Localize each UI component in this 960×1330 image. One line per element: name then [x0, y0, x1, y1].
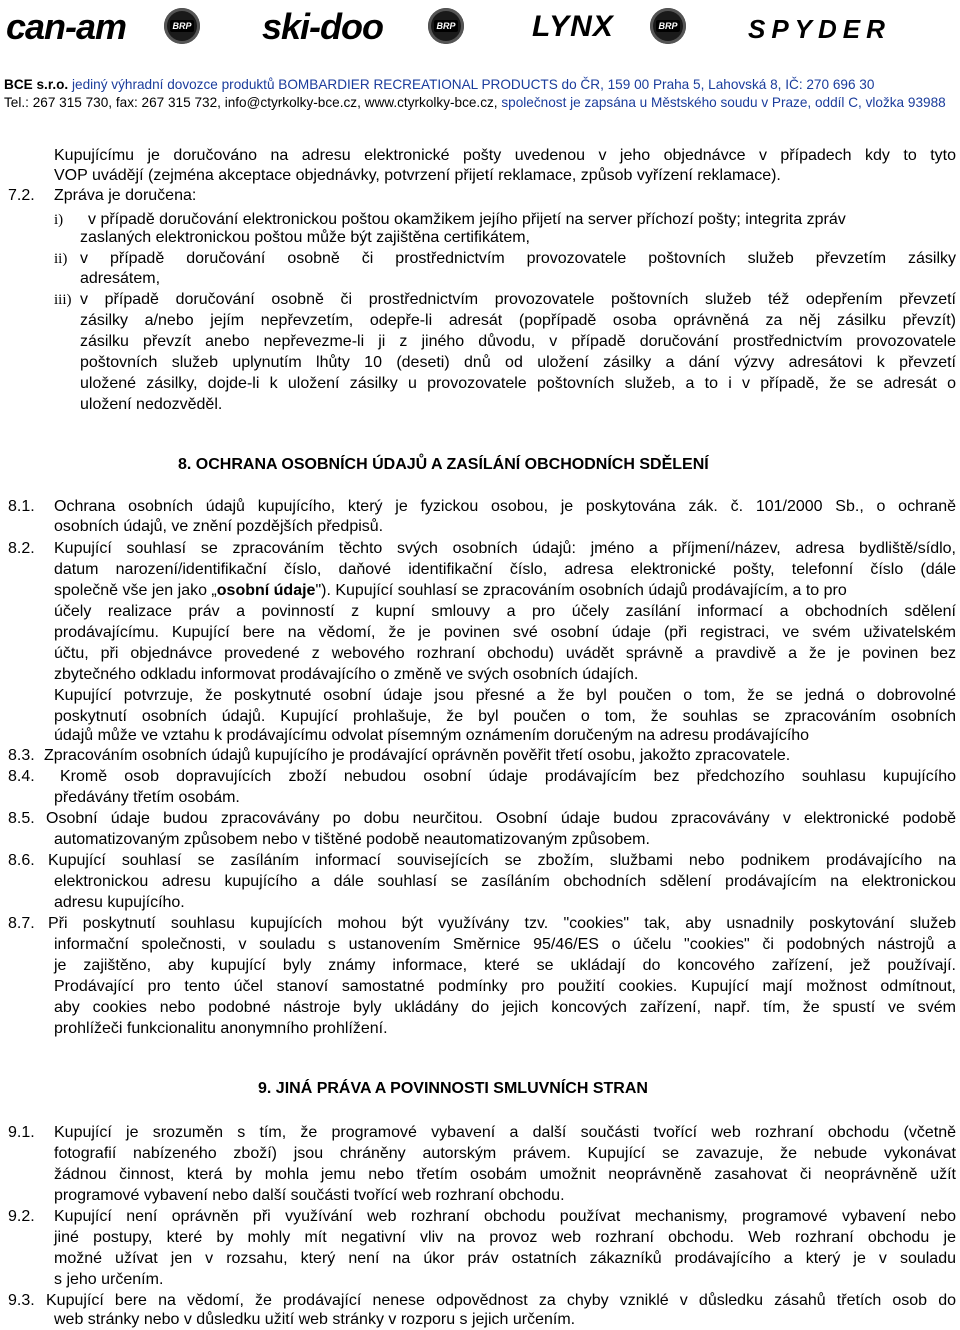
- paragraph-text: je zajištěno, aby kupující byly známy informace, které se ukládají do koncového zařízení, jež používají.: [54, 957, 956, 974]
- paragraph-text: osobních údajů, ve znění pozdějších předpisů.: [54, 518, 384, 535]
- paragraph-text: Kupující souhlasí se zpracováním těchto svých osobních údajů: jméno a příjmení/název, adresa bydliště/sídlo,: [54, 540, 956, 557]
- paragraph-text: účtu, při objednávce provedené z webového rozhraní obchodu) uvádět správně a pravdivě a že je povinen bez: [54, 645, 956, 662]
- section-number: 8.2.: [8, 540, 35, 557]
- paragraph-text: údajů může ve vztahu k prodávajícímu odvolat písemným oznámením doručeným na adresu prodávajícího: [54, 727, 810, 744]
- section-heading: 9. JINÁ PRÁVA A POVINNOSTI SMLUVNÍCH STRAN: [258, 1080, 648, 1097]
- company-description: jediný výhradní dovozce produktů BOMBARDIER RECREATIONAL PRODUCTS do ČR, 159 00 Praha 5, Lahovská 8, IČ: 270 696 30: [72, 77, 875, 92]
- list-item-text: zásilky a/nebo jejím nepřevzetím, odepře-li adresát (popřípadě osoba oprávněná za něj zásilku převzít): [80, 312, 956, 329]
- emphasis-text: osobní údaje: [216, 582, 316, 599]
- paragraph-text: Prodávající pro tento účel stanoví samostatné podmínky pro použití cookies. Kupující mají možnost odmítnout,: [54, 978, 956, 995]
- brp-badge-3: BRP: [650, 8, 686, 44]
- paragraph-text: Kupující potvrzuje, že poskytnuté osobní údaje jsou přesné a že byl poučen o tom, že se jedná o dobrovolné: [54, 687, 956, 704]
- paragraph-text: Kupující je srozuměn s tím, že programové vybavení a další součásti tvořící web rozhraní obchodu (včetně: [54, 1124, 956, 1141]
- paragraph-text: Kupující bere na vědomí, že prodávající nenese odpovědnost za chyby vzniklé v důsledku zásahů třetích osob do: [46, 1292, 956, 1309]
- paragraph-text: žádnou činnost, která by mohla jemu nebo třetím osobám umožnit neoprávněně zasahovat či neoprávněně užít: [54, 1166, 956, 1183]
- paragraph-text: Ochrana osobních údajů kupujícího, který je fyzickou osobou, je poskytována zák. č. 101/2000 Sb., o ochraně: [54, 498, 956, 515]
- list-marker: ii): [54, 251, 68, 267]
- registration-info: společnost je zapsána u Městského soudu v Praze, oddíl C, vložka 93988: [497, 95, 946, 110]
- paragraph-text: předávány třetím osobám.: [54, 789, 240, 806]
- section-number: 9.1.: [8, 1124, 35, 1141]
- section-number: 8.5.: [8, 810, 35, 827]
- paragraph-text: informační společnosti, v souladu s ustanovením Směrnice 95/46/ES o účelu "cookies" či podobných nástrojů a: [54, 936, 956, 953]
- paragraph-text: účely realizace práv a povinností z kupní smlouvy a pro účely zasílání informací a obchodních sdělení: [54, 603, 956, 620]
- paragraph-text: datum narození/identifikační číslo, daňové identifikační číslo, adresa elektronické pošty, telefonní číslo (dále: [54, 561, 956, 578]
- paragraph-text: adresu kupujícího.: [54, 894, 185, 911]
- brp-badge-2: BRP: [428, 8, 464, 44]
- paragraph-text: zbytečného odkladu informovat prodávajícího o změně ve svých osobních údajích.: [54, 666, 639, 683]
- brand-logo-bar: [0, 0, 960, 62]
- list-item-text: zaslaných elektronickou poštou může být zajištěna certifikátem,: [80, 229, 530, 246]
- list-item-text: v případě doručování elektronickou poštou okamžikem jejího přijetí na server příchozí pošty; integrita zpráv: [88, 211, 846, 228]
- can-am-logo: can-am: [6, 6, 127, 47]
- section-number: 8.3.: [8, 747, 35, 764]
- section-number: 7.2.: [8, 187, 35, 204]
- paragraph-text: aby cookies nebo podobné nástroje byly ukládány do jejich koncových zařízení, např. tím, že spustí ve svém: [54, 999, 956, 1016]
- paragraph-text: web stránky nebo v důsledku užití web stránky v rozporu s jejich určením.: [54, 1311, 576, 1328]
- paragraph-text: prodávajícímu. Kupující bere na vědomí, že je povinen své osobní údaje (při registraci, ve svém uživatelském: [54, 624, 956, 641]
- company-name: BCE s.r.o.: [4, 77, 69, 92]
- list-item-text: v případě doručování osobně či prostřednictvím provozovatele poštovních služeb převzetím zásilky: [80, 250, 956, 267]
- paragraph-text: Kupující souhlasí se zasíláním informací souvisejících se zbožím, službami nebo podnikem prodávajícího na: [48, 852, 956, 869]
- section-number: 9.3.: [8, 1292, 35, 1309]
- paragraph-text: Kupující není oprávněn při využívání web rozhraní obchodu používat mechanismy, programové vybavení nebo: [54, 1208, 956, 1225]
- paragraph-text: elektronickou adresu kupujícího a dále souhlasí se zasíláním obchodních sdělení prodávajícím na elektronickou: [54, 873, 956, 890]
- text-run: společně vše jen jako „: [54, 582, 217, 599]
- list-item-text: uložení nedozvěděl.: [80, 396, 223, 413]
- contact-info: Tel.: 267 315 730, fax: 267 315 732, info@ctyrkolky-bce.cz, www.ctyrkolky-bce.cz,: [4, 95, 498, 110]
- text-run: "). Kupující souhlasí se zpracováním osobních údajů prodávajícím, a to pro: [315, 582, 847, 599]
- header-line-1: [4, 77, 874, 93]
- paragraph-text: možné užívat jen v rozsahu, který není na úkor práv ostatních zákazníků prodávajícího a který je v souladu: [54, 1250, 956, 1267]
- lynx-logo: LYNX: [532, 10, 614, 43]
- paragraph-text: jiné postupy, které by mohly mít negativní vliv na provoz web rozhraní obchodu. Web rozhraní obchodu je: [54, 1229, 956, 1246]
- paragraph-text: programové vybavení nebo další součásti tvořící web rozhraní obchodu.: [54, 1187, 565, 1204]
- paragraph-text: prohlížeči funkcionalitu anonymního prohlížení.: [54, 1020, 388, 1037]
- section-number: 9.2.: [8, 1208, 35, 1225]
- paragraph-text: Zpracováním osobních údajů kupujícího je prodávající oprávněn pověřit třetí osobu, jakožto zpracovatele.: [44, 747, 791, 764]
- paragraph-text: [54, 581, 956, 601]
- paragraph-text: automatizovaným způsobem nebo v tištěné podobě neautomatizovaným způsobem.: [54, 831, 650, 848]
- section-heading: 8. OCHRANA OSOBNÍCH ÚDAJŮ A ZASÍLÁNÍ OBCHODNÍCH SDĚLENÍ: [178, 456, 709, 473]
- section-number: 8.1.: [8, 498, 35, 515]
- section-number: 8.6.: [8, 852, 35, 869]
- intro-line-1: Kupujícímu je doručováno na adresu elektronické pošty uvedenou v jeho objednávce v případech kdy to tyto: [54, 147, 956, 164]
- list-item-text: v případě doručování osobně či prostřednictvím provozovatele poštovních služeb též odepřením převzetí: [80, 291, 956, 308]
- paragraph-text: Zpráva je doručena:: [54, 187, 197, 204]
- list-item-text: poštovních služeb uplynutím lhůty 10 (deseti) dnů od uložení zásilky a dání výzvy adresátovi k převzetí: [80, 354, 956, 371]
- paragraph-text: fotografií nabízeného zboží) jsou chráněny autorským právem. Kupující se zavazuje, že nebude vykonávat: [54, 1145, 956, 1162]
- list-marker: iii): [54, 292, 72, 308]
- header-line-2: [4, 95, 946, 111]
- spyder-logo: SPYDER: [748, 14, 891, 44]
- intro-line-2: VOP uvádějí (zejména akceptace objednávky, potvrzení přijetí reklamace, způsob vyřízení reklamace).: [54, 167, 781, 184]
- brp-badge-1: BRP: [164, 8, 200, 44]
- section-number: 8.7.: [8, 915, 35, 932]
- paragraph-text: Při poskytnutí souhlasu kupujících mohou být využívány tzv. "cookies" tak, aby usnadnily poskytování služeb: [48, 915, 956, 932]
- list-item-text: uložené zásilky, dojde-li k uložení zásilky u provozovatele poštovních služeb, a to i v případě, že se adresát o: [80, 375, 956, 392]
- list-marker: i): [54, 212, 64, 228]
- paragraph-text: s jeho určením.: [54, 1271, 164, 1288]
- list-item-text: zásilku převzít anebo nepřevezme-li ji z jiného důvodu, v případě doručování prostřednictvím provozovatele: [80, 333, 956, 350]
- paragraph-text: Osobní údaje budou zpracovávány po dobu neurčitou. Osobní údaje budou zpracovávány v elektronické podobě: [46, 810, 956, 827]
- paragraph-text: poskytnutí osobních údajů. Kupující prohlašuje, že byl poučen o tom, že souhlas se zpracováním osobních: [54, 708, 956, 725]
- section-number: 8.4.: [8, 768, 35, 785]
- paragraph-text: Kromě osob dopravujících zboží nebudou osobní údaje prodávajícím bez předchozího souhlasu kupujícího: [60, 768, 956, 785]
- ski-doo-logo: ski-doo: [262, 6, 384, 47]
- list-item-text: adresátem,: [80, 270, 161, 287]
